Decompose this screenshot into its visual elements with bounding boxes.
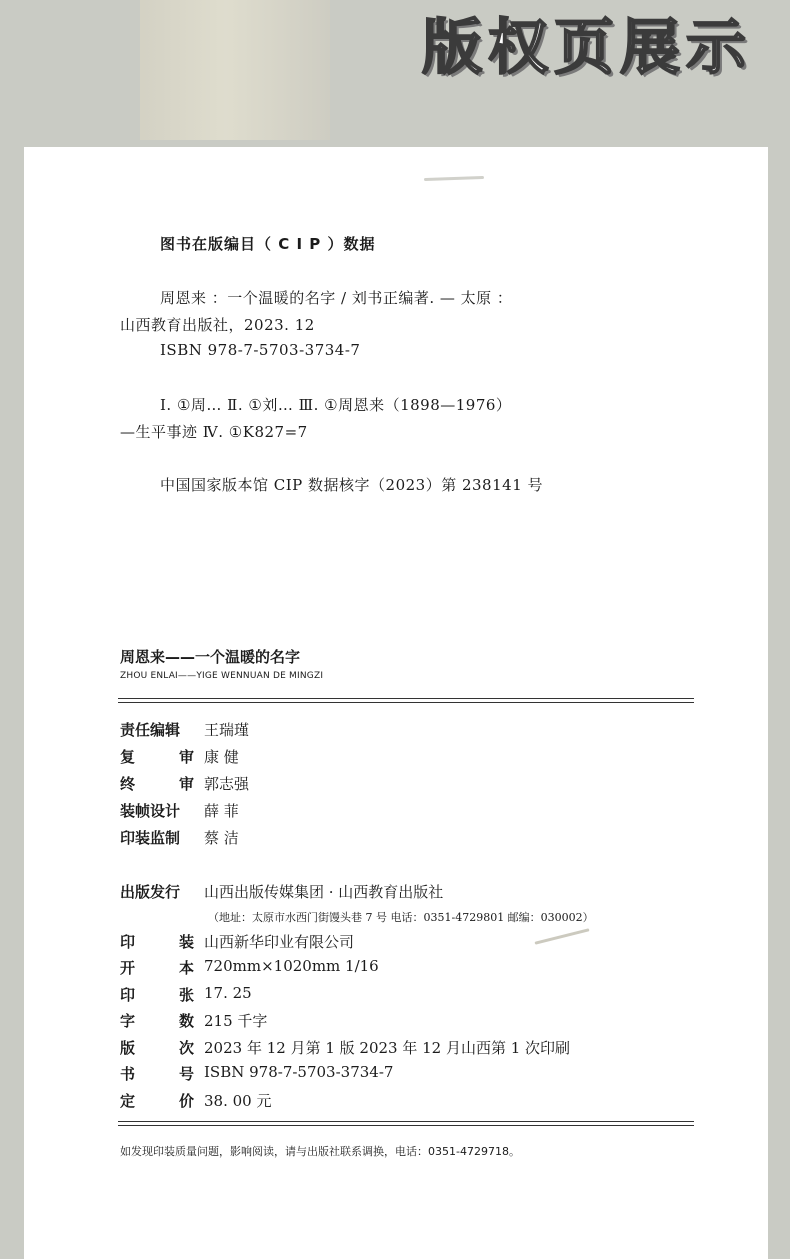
- label-char: 印: [120, 986, 136, 1004]
- spec-label-sheets: [120, 984, 194, 1005]
- label-char: 审: [178, 775, 194, 793]
- label-char: 数: [178, 1012, 194, 1030]
- book-pinyin-title: ZHOU ENLAI——YIGE WENNUAN DE MINGZI: [120, 671, 324, 681]
- credit-label-review: [120, 746, 194, 767]
- spec-label-word-count: [120, 1010, 194, 1031]
- copyright-page: [24, 147, 768, 1259]
- cip-line-2: 山西教育出版社，2023. 12: [120, 316, 315, 334]
- credit-value-editor: 王瑞瑾: [204, 721, 250, 739]
- spec-value-sheets: 17. 25: [204, 984, 252, 1002]
- spec-value-format: 720mm×1020mm 1/16: [204, 957, 379, 975]
- background-photo-strip: [140, 0, 330, 140]
- page-smudge-2: [534, 928, 589, 944]
- spec-value-price: 38. 00 元: [204, 1092, 272, 1110]
- cip-title: 图书在版编目（ C I P ）数据: [160, 235, 376, 253]
- spec-label-price: [120, 1090, 194, 1111]
- label-char: 开: [120, 959, 136, 977]
- credit-value-final-review: 郭志强: [204, 775, 250, 793]
- banner-title: 版权页展示: [422, 13, 752, 83]
- label-char: 价: [178, 1092, 194, 1110]
- label-char: 号: [178, 1065, 194, 1083]
- spec-value-printer: 山西新华印业有限公司: [204, 933, 355, 951]
- credit-value-design: 薛 菲: [204, 802, 239, 820]
- credit-label-print-supervisor: 印装监制: [120, 829, 181, 847]
- label-char: 书: [120, 1065, 136, 1083]
- credit-label-editor: 责任编辑: [120, 721, 181, 739]
- divider-bottom-a: [118, 1121, 694, 1122]
- label-char: 定: [120, 1092, 136, 1110]
- divider-top-b: [118, 702, 694, 703]
- label-char: 装: [178, 933, 194, 951]
- credit-label-design: 装帧设计: [120, 802, 181, 820]
- spec-label-isbn: [120, 1063, 194, 1084]
- publisher-label: 出版发行: [120, 883, 181, 901]
- divider-top-a: [118, 698, 694, 699]
- credit-value-print-supervisor: 蔡 洁: [204, 829, 239, 847]
- cip-line-5: —生平事迹 Ⅳ. ①K827=7: [120, 423, 308, 441]
- label-char: 终: [120, 775, 136, 793]
- label-char: 本: [178, 959, 194, 977]
- cip-line-6: 中国国家版本馆 CIP 数据核字（2023）第 238141 号: [160, 476, 544, 494]
- credit-value-review: 康 健: [204, 748, 239, 766]
- label-char: 张: [178, 986, 194, 1004]
- quality-notice: 如发现印装质量问题，影响阅读，请与出版社联系调换，电话：0351-4729718。: [120, 1145, 520, 1158]
- label-char: 印: [120, 933, 136, 951]
- spec-value-word-count: 215 千字: [204, 1012, 268, 1030]
- spec-value-edition: 2023 年 12 月第 1 版 2023 年 12 月山西第 1 次印刷: [204, 1039, 571, 1057]
- page-smudge: [424, 176, 484, 181]
- cip-line-3: ISBN 978-7-5703-3734-7: [160, 341, 361, 359]
- publisher-address: （地址：太原市水西门街馒头巷 7 号 电话：0351-4729801 邮编：030002）: [208, 911, 594, 924]
- label-char: 复: [120, 748, 136, 766]
- label-char: 审: [178, 748, 194, 766]
- publisher-value: 山西出版传媒集团 · 山西教育出版社: [204, 883, 444, 901]
- divider-bottom-b: [118, 1125, 694, 1126]
- label-char: 版: [120, 1039, 136, 1057]
- spec-label-edition: [120, 1037, 194, 1058]
- spec-value-isbn: ISBN 978-7-5703-3734-7: [204, 1063, 394, 1081]
- cip-line-1: 周恩来 ：一个温暖的名字 / 刘书正编著. — 太原 ：: [160, 289, 513, 307]
- label-char: 字: [120, 1012, 136, 1030]
- spec-label-format: [120, 957, 194, 978]
- cip-line-4: Ⅰ. ①周… Ⅱ. ①刘… Ⅲ. ①周恩来（1898—1976）: [160, 396, 512, 414]
- label-char: 次: [178, 1039, 194, 1057]
- spec-label-printer: [120, 931, 194, 952]
- book-title: 周恩来——一个温暖的名字: [120, 648, 301, 666]
- credit-label-final-review: [120, 773, 194, 794]
